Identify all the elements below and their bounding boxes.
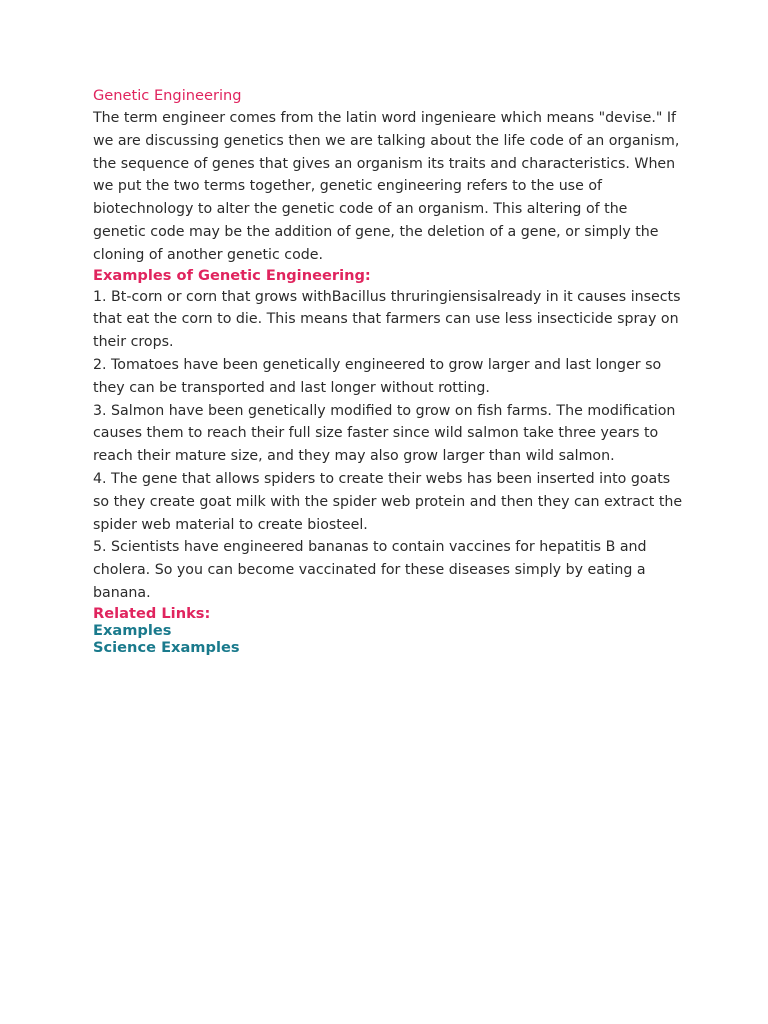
intro-paragraph: The term engineer comes from the latin word ingenieare which means "devise." If we are discussing genetics then we are talking about the life code of an organism, the sequence of genes that gives an organism its traits and characteristics. When we put the two terms together, genetic engineering refers to the use of biotechnology to alter the genetic code of an organism. This altering of the genetic code may be the addition of gene, the deletion of a gene, or simply the cloning of another genetic code. [93,110,680,263]
examples-heading: Examples of Genetic Engineering: [93,266,371,284]
related-link-examples[interactable]: Examples [93,621,172,639]
list-item: 2. Tomatoes have been genetically engineered to grow larger and last longer so they can be transported and last longer without rotting. [93,356,662,396]
list-item: 4. The gene that allows spiders to create their webs has been inserted into goats so they create goat milk with the spider web protein and then they can extract the spider web material to create biosteel. [93,470,683,533]
page-title: Genetic Engineering [93,87,242,104]
related-link-science-examples[interactable]: Science Examples [93,638,240,656]
related-links-heading: Related Links: [93,604,211,622]
list-item: 1. Bt-corn or corn that grows withBacillus thruringiensisalready in it causes insects that eat the corn to die. This means that farmers can use less insecticide spray on their crops. [93,288,681,351]
examples-list [93,286,683,605]
document-page [93,85,683,656]
list-item: 3. Salmon have been genetically modified to grow on fish farms. The modification causes them to reach their full size faster since wild salmon take three years to reach their mature size, and they may also grow larger than wild salmon. [93,402,676,465]
list-item: 5. Scientists have engineered bananas to contain vaccines for hepatitis B and cholera. So you can become vaccinated for these diseases simply by eating a banana. [93,539,647,601]
